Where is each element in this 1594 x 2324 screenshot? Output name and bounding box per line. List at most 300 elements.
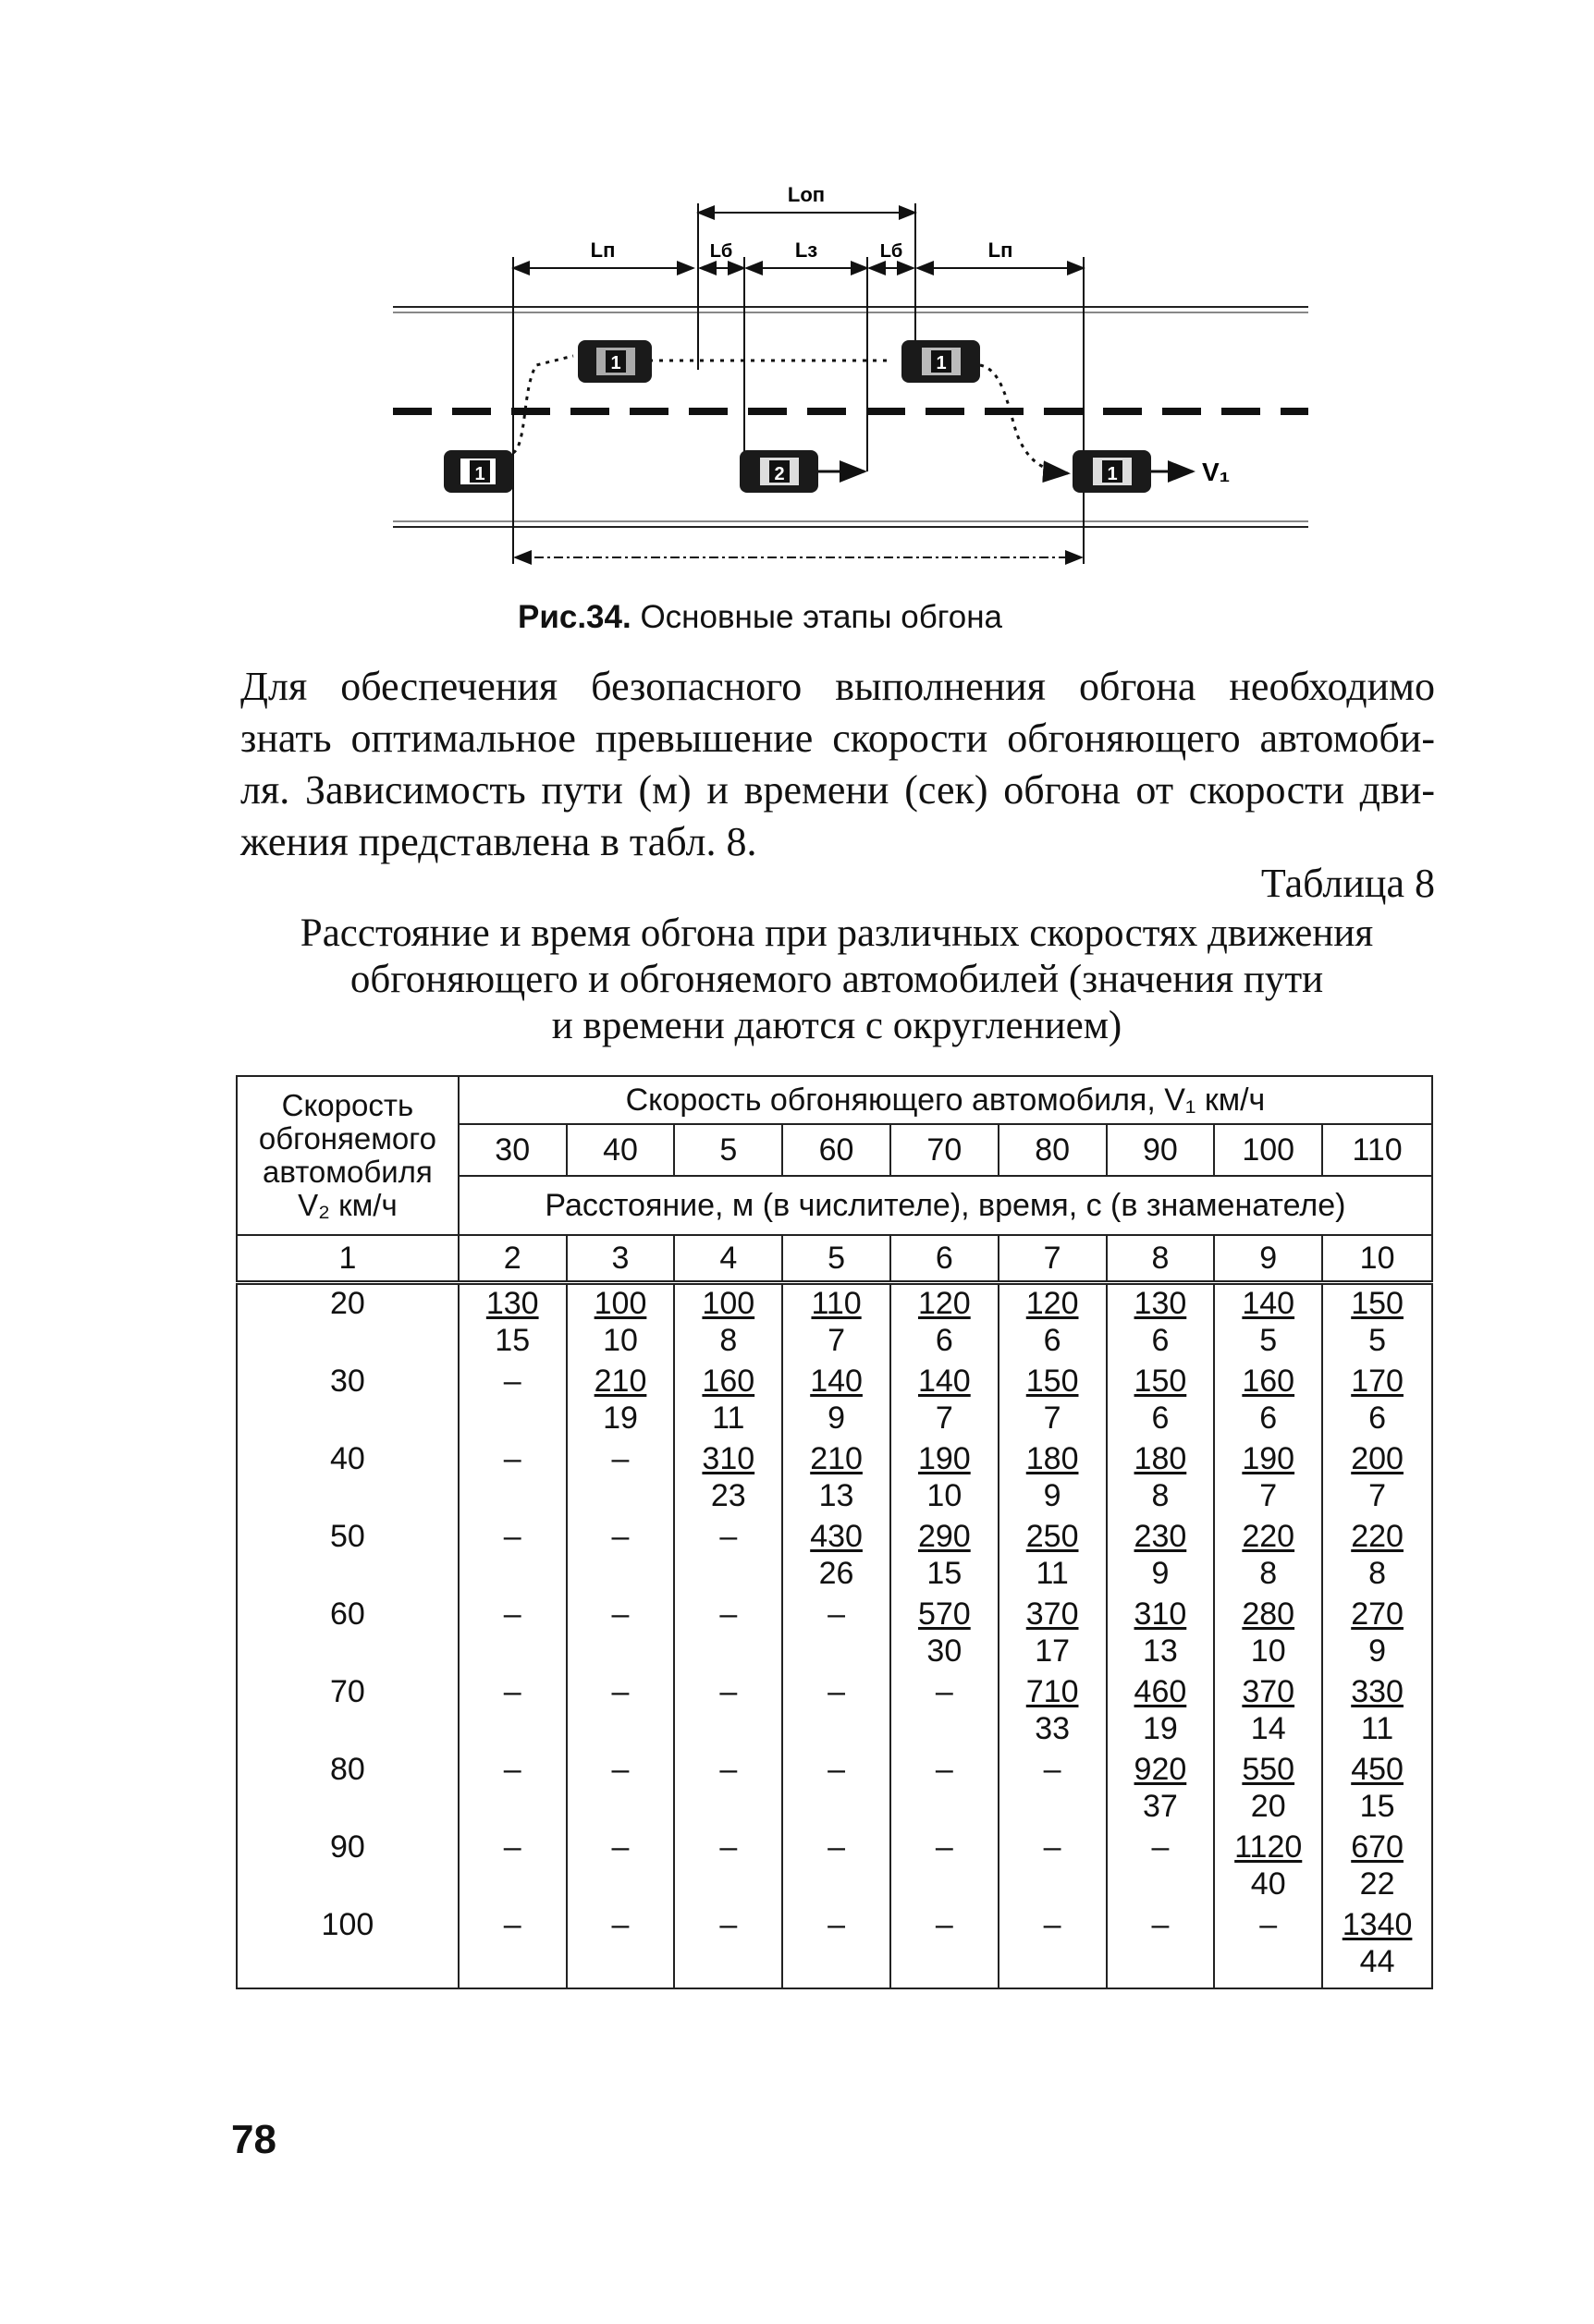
distance-value: 280 (1242, 1596, 1295, 1632)
time-value: 6 (1151, 1401, 1170, 1436)
table-title-line: Расстояние и время обгона при различных скоростях движения (300, 911, 1374, 955)
empty-dash: – (503, 1829, 521, 1865)
empty-dash: – (719, 1907, 738, 1942)
svg-text:1: 1 (610, 353, 621, 373)
value-cell (1107, 1283, 1215, 1364)
distance-value: 180 (1025, 1441, 1079, 1476)
car-1-end (1073, 450, 1193, 493)
table-row (237, 1751, 1432, 1829)
empty-dash: – (503, 1907, 521, 1942)
time-value: 11 (1036, 1556, 1069, 1591)
empty-dash: – (611, 1519, 630, 1554)
value-cell (1107, 1518, 1215, 1596)
time-value: 9 (1368, 1633, 1387, 1669)
time-value: 6 (935, 1323, 953, 1358)
table-label: Таблица 8 (1260, 861, 1435, 906)
distance-value: 150 (1351, 1286, 1404, 1321)
empty-dash: – (503, 1441, 521, 1476)
distance-value: 100 (594, 1286, 647, 1321)
empty-dash: – (503, 1364, 521, 1399)
value-cell (1214, 1283, 1322, 1364)
empty-dash: – (1043, 1829, 1061, 1865)
time-value: 8 (1151, 1478, 1170, 1513)
time-value: 7 (1259, 1478, 1278, 1513)
value-cell (459, 1596, 567, 1673)
figure-caption-prefix: Рис.34. (518, 599, 631, 635)
distance-value: 310 (1134, 1596, 1187, 1632)
v2-cell (237, 1283, 459, 1364)
fraction (918, 1518, 971, 1592)
fraction (1351, 1829, 1404, 1902)
column-number: 4 (674, 1235, 782, 1283)
distance-value: 160 (1242, 1364, 1295, 1399)
time-value: 10 (603, 1323, 638, 1358)
distance-value: 370 (1025, 1596, 1079, 1632)
time-value: 7 (1368, 1478, 1387, 1513)
table-title-line: обгоняющего и обгоняемого автомобилей (значения пути (349, 958, 1324, 1001)
fraction (702, 1363, 754, 1437)
time-value: 17 (1035, 1633, 1071, 1669)
table-row (237, 1440, 1432, 1518)
page-number: 78 (231, 2117, 276, 2162)
empty-dash: – (828, 1907, 846, 1942)
empty-dash: – (1043, 1907, 1061, 1942)
value-cell (1322, 1440, 1432, 1518)
fraction (1026, 1363, 1079, 1437)
fraction (595, 1363, 647, 1437)
empty-dash: – (611, 1596, 630, 1632)
value-cell (890, 1363, 999, 1440)
car-1-start (444, 450, 513, 493)
v2-value: 40 (330, 1441, 365, 1476)
distance-value: 210 (594, 1364, 647, 1399)
value-cell (782, 1906, 890, 1988)
fraction (1242, 1285, 1294, 1359)
empty-dash: – (503, 1752, 521, 1787)
paragraph-line: ля. Зависимость пути (м) и времени (сек) обгона от скорости дви- (240, 767, 1435, 813)
fraction (1242, 1673, 1294, 1747)
fraction (595, 1285, 647, 1359)
value-cell (674, 1518, 782, 1596)
distance-value: 230 (1134, 1519, 1187, 1554)
time-value: 15 (926, 1556, 963, 1591)
table-title-line: и времени даются с округлением) (551, 1004, 1122, 1047)
time-value: 8 (719, 1323, 738, 1358)
value-cell (890, 1673, 999, 1751)
value-cell (1214, 1673, 1322, 1751)
column-number: 3 (567, 1235, 675, 1283)
empty-dash: – (611, 1752, 630, 1787)
time-value: 10 (1250, 1633, 1286, 1669)
v2-cell (237, 1673, 459, 1751)
value-cell (567, 1751, 675, 1829)
value-cell (567, 1440, 675, 1518)
v1-value: 90 (1107, 1124, 1215, 1176)
time-value: 9 (1151, 1556, 1170, 1591)
value-cell (1322, 1906, 1432, 1988)
fraction (1134, 1596, 1187, 1670)
table-row (237, 1596, 1432, 1673)
value-cell (1107, 1906, 1215, 1988)
time-value: 6 (1043, 1323, 1061, 1358)
time-value: 15 (495, 1323, 531, 1358)
value-cell (999, 1673, 1107, 1751)
value-cell (567, 1829, 675, 1906)
column-number: 10 (1322, 1235, 1432, 1283)
time-value: 33 (1035, 1711, 1071, 1746)
value-cell (674, 1829, 782, 1906)
time-value: 9 (1043, 1478, 1061, 1513)
value-cell (1322, 1518, 1432, 1596)
v2-value: 30 (330, 1364, 365, 1399)
value-cell (1107, 1751, 1215, 1829)
time-value: 13 (818, 1478, 854, 1513)
empty-dash: – (503, 1596, 521, 1632)
value-cell (459, 1673, 567, 1751)
table-row (237, 1518, 1432, 1596)
v2-value: 50 (330, 1519, 365, 1554)
value-cell (1107, 1829, 1215, 1906)
value-cell (459, 1829, 567, 1906)
fraction (1026, 1596, 1079, 1670)
value-cell (1107, 1440, 1215, 1518)
distance-value: 140 (1242, 1286, 1295, 1321)
fraction (702, 1285, 754, 1359)
car-1-alongside (901, 340, 980, 383)
value-cell (567, 1596, 675, 1673)
v2-cell (237, 1829, 459, 1906)
distance-value: 130 (485, 1286, 539, 1321)
value-cell (782, 1440, 890, 1518)
column-number: 1 (237, 1235, 459, 1283)
value-cell (1214, 1440, 1322, 1518)
fraction (486, 1285, 539, 1359)
fraction (918, 1363, 971, 1437)
distance-value: 310 (702, 1441, 755, 1476)
empty-dash: – (611, 1441, 630, 1476)
value-cell (1214, 1751, 1322, 1829)
column-number: 8 (1107, 1235, 1215, 1283)
corner-header-line: Скорость (281, 1088, 414, 1122)
table-row (237, 1363, 1432, 1440)
column-number: 7 (999, 1235, 1107, 1283)
v2-cell (237, 1751, 459, 1829)
fraction (810, 1440, 863, 1514)
time-value: 5 (1259, 1323, 1278, 1358)
fraction (1026, 1440, 1079, 1514)
distance-value: 270 (1351, 1596, 1404, 1632)
dim-label-lz: Lз (794, 239, 818, 262)
time-value: 22 (1359, 1866, 1395, 1902)
time-value: 20 (1250, 1789, 1286, 1824)
distance-value: 140 (917, 1364, 971, 1399)
distance-value: 100 (702, 1286, 755, 1321)
fraction (1351, 1751, 1404, 1825)
fraction (1242, 1363, 1294, 1437)
body-paragraph (240, 661, 1435, 868)
empty-dash: – (828, 1674, 846, 1709)
empty-dash: – (503, 1674, 521, 1709)
value-cell (1214, 1829, 1322, 1906)
dim-label-lb-left: Lб (709, 241, 733, 262)
value-cell (1214, 1518, 1322, 1596)
v1-value: 60 (782, 1124, 890, 1176)
fraction (1134, 1751, 1187, 1825)
v2-cell (237, 1440, 459, 1518)
distance-value: 430 (810, 1519, 863, 1554)
distance-value: 550 (1242, 1752, 1295, 1787)
distance-value: 710 (1025, 1674, 1079, 1709)
distance-value: 160 (702, 1364, 755, 1399)
time-value: 13 (1142, 1633, 1178, 1669)
fraction (1242, 1596, 1294, 1670)
dim-label-ln-right: Lп (987, 239, 1013, 262)
svg-text:2: 2 (774, 464, 785, 484)
distance-value: 220 (1351, 1519, 1404, 1554)
v2-cell (237, 1518, 459, 1596)
value-cell (999, 1906, 1107, 1988)
fraction (1234, 1829, 1302, 1902)
value-cell (674, 1751, 782, 1829)
distance-value: 460 (1134, 1674, 1187, 1709)
empty-dash: – (611, 1907, 630, 1942)
distance-value: 920 (1134, 1752, 1187, 1787)
value-cell (459, 1751, 567, 1829)
empty-dash: – (1151, 1829, 1170, 1865)
column-number: 2 (459, 1235, 567, 1283)
fraction (1134, 1363, 1187, 1437)
fraction (1134, 1285, 1187, 1359)
value-cell (890, 1440, 999, 1518)
v1-value: 30 (459, 1124, 567, 1176)
value-cell (999, 1596, 1107, 1673)
distance-value: 570 (917, 1596, 971, 1632)
time-value: 30 (926, 1633, 963, 1669)
fraction (918, 1440, 971, 1514)
distance-value: 200 (1351, 1441, 1404, 1476)
value-cell (567, 1363, 675, 1440)
time-value: 8 (1368, 1556, 1387, 1591)
distance-value: 110 (811, 1286, 862, 1321)
figure-caption (518, 599, 1165, 636)
value-cell (782, 1518, 890, 1596)
empty-dash: – (828, 1752, 846, 1787)
fraction (811, 1285, 861, 1359)
value-cell (674, 1673, 782, 1751)
distance-value: 180 (1134, 1441, 1187, 1476)
fraction (1242, 1440, 1294, 1514)
dim-label-lop: Lоп (787, 183, 826, 206)
value-cell (1107, 1596, 1215, 1673)
value-cell (1322, 1363, 1432, 1440)
value-cell (1322, 1673, 1432, 1751)
distance-value: 370 (1242, 1674, 1295, 1709)
value-cell (674, 1283, 782, 1364)
distance-value: 210 (810, 1441, 863, 1476)
time-value: 40 (1250, 1866, 1286, 1902)
distance-value: 330 (1351, 1674, 1404, 1709)
distance-value: 150 (1134, 1364, 1187, 1399)
empty-dash: – (935, 1674, 953, 1709)
column-number: 5 (782, 1235, 890, 1283)
overtaking-diagram (388, 176, 1313, 582)
value-cell (674, 1596, 782, 1673)
time-value: 26 (818, 1556, 854, 1591)
time-value: 19 (1142, 1711, 1178, 1746)
value-cell (674, 1440, 782, 1518)
value-cell (890, 1829, 999, 1906)
value-cell (567, 1673, 675, 1751)
distance-value: 1340 (1342, 1907, 1413, 1942)
fraction (702, 1440, 754, 1514)
v1-value: 80 (999, 1124, 1107, 1176)
time-value: 23 (710, 1478, 746, 1513)
table-row (237, 1829, 1432, 1906)
value-cell (999, 1283, 1107, 1364)
empty-dash: – (719, 1674, 738, 1709)
distance-value: 190 (1242, 1441, 1295, 1476)
value-cell (459, 1440, 567, 1518)
road-edge-bottom (393, 521, 1308, 527)
value-cell (674, 1906, 782, 1988)
value-cell (459, 1363, 567, 1440)
car-1-passing (578, 340, 652, 383)
value-cell (1214, 1906, 1322, 1988)
v2-value: 90 (330, 1829, 365, 1865)
v2-cell (237, 1363, 459, 1440)
column-number: 9 (1214, 1235, 1322, 1283)
table-row (237, 1283, 1432, 1364)
distance-value: 670 (1351, 1829, 1404, 1865)
value-cell (459, 1518, 567, 1596)
distance-value: 140 (810, 1364, 863, 1399)
empty-dash: – (1151, 1907, 1170, 1942)
empty-dash: – (719, 1752, 738, 1787)
value-cell (890, 1596, 999, 1673)
fraction (810, 1363, 863, 1437)
time-value: 11 (712, 1401, 745, 1436)
table-row (237, 1673, 1432, 1751)
fraction (1351, 1363, 1404, 1437)
distance-value: 170 (1351, 1364, 1404, 1399)
svg-text:1: 1 (1107, 464, 1118, 484)
v2-cell (237, 1596, 459, 1673)
fraction (1351, 1440, 1404, 1514)
value-cell (1214, 1596, 1322, 1673)
value-cell (674, 1363, 782, 1440)
v2-value: 60 (330, 1596, 365, 1632)
v1-value: 100 (1214, 1124, 1322, 1176)
empty-dash: – (503, 1519, 521, 1554)
distance-value: 220 (1242, 1519, 1295, 1554)
car-2 (740, 450, 864, 493)
empty-dash: – (611, 1829, 630, 1865)
corner-header-line: обгоняемого (258, 1121, 436, 1156)
empty-dash: – (828, 1829, 846, 1865)
time-value: 11 (1360, 1711, 1394, 1746)
value-cell (999, 1751, 1107, 1829)
value-cell (782, 1829, 890, 1906)
time-value: 7 (828, 1323, 846, 1358)
fraction (1134, 1673, 1187, 1747)
value-cell (567, 1906, 675, 1988)
paragraph-line: знать оптимальное превышение скорости обгоняющего автомоби- (240, 716, 1435, 761)
time-value: 37 (1142, 1789, 1178, 1824)
value-cell (999, 1829, 1107, 1906)
time-value: 14 (1250, 1711, 1286, 1746)
fraction (1134, 1518, 1187, 1592)
overtake-path-out (980, 365, 1068, 473)
value-cell (567, 1518, 675, 1596)
time-value: 7 (935, 1401, 953, 1436)
v2-value: 20 (330, 1286, 365, 1321)
time-value: 8 (1259, 1556, 1278, 1591)
fraction (1351, 1285, 1404, 1359)
empty-dash: – (1043, 1752, 1061, 1787)
fraction (1242, 1518, 1294, 1592)
empty-dash: – (935, 1829, 953, 1865)
v1-value: 40 (567, 1124, 675, 1176)
overtaking-table (236, 1075, 1433, 1989)
time-value: 7 (1043, 1401, 1061, 1436)
empty-dash: – (719, 1829, 738, 1865)
fraction (1026, 1673, 1079, 1747)
paragraph-line: жения представлена в табл. 8. (240, 819, 757, 864)
fraction (1351, 1673, 1404, 1747)
time-value: 6 (1151, 1323, 1170, 1358)
time-value: 10 (926, 1478, 963, 1513)
fraction (1026, 1285, 1079, 1359)
time-value: 6 (1259, 1401, 1278, 1436)
empty-dash: – (935, 1907, 953, 1942)
fraction (918, 1596, 971, 1670)
v1-value: 110 (1322, 1124, 1432, 1176)
time-value: 5 (1368, 1323, 1387, 1358)
time-value: 15 (1359, 1789, 1395, 1824)
value-cell (1107, 1673, 1215, 1751)
value-cell (1322, 1283, 1432, 1364)
road-edge-top (393, 307, 1308, 312)
paragraph-line: Для обеспечения безопасного выполнения обгона необходимо (240, 664, 1435, 709)
value-cell (890, 1751, 999, 1829)
v2-value: 80 (330, 1752, 365, 1787)
distance-value: 1120 (1234, 1829, 1303, 1865)
value-cell (459, 1906, 567, 1988)
distance-value: 450 (1351, 1752, 1404, 1787)
distance-value: 120 (1025, 1286, 1079, 1321)
empty-dash: – (935, 1752, 953, 1787)
table-row (237, 1906, 1432, 1988)
corner-header-line: автомобиля (263, 1155, 433, 1189)
value-cell (999, 1363, 1107, 1440)
value-cell (1322, 1596, 1432, 1673)
fraction (1134, 1440, 1187, 1514)
fraction (1343, 1906, 1413, 1980)
svg-text:1: 1 (936, 353, 947, 373)
value-cell (1214, 1363, 1322, 1440)
v1-label: V₁ (1202, 458, 1231, 486)
corner-header (237, 1076, 459, 1235)
fraction (1351, 1596, 1404, 1670)
corner-header-line: V₂ км/ч (298, 1188, 398, 1222)
sub-header: Расстояние, м (в числителе), время, с (в знаменателе) (459, 1176, 1432, 1235)
value-cell (782, 1596, 890, 1673)
value-cell (890, 1906, 999, 1988)
time-value: 6 (1368, 1401, 1387, 1436)
time-value: 19 (603, 1401, 638, 1436)
value-cell (1107, 1363, 1215, 1440)
value-cell (999, 1440, 1107, 1518)
